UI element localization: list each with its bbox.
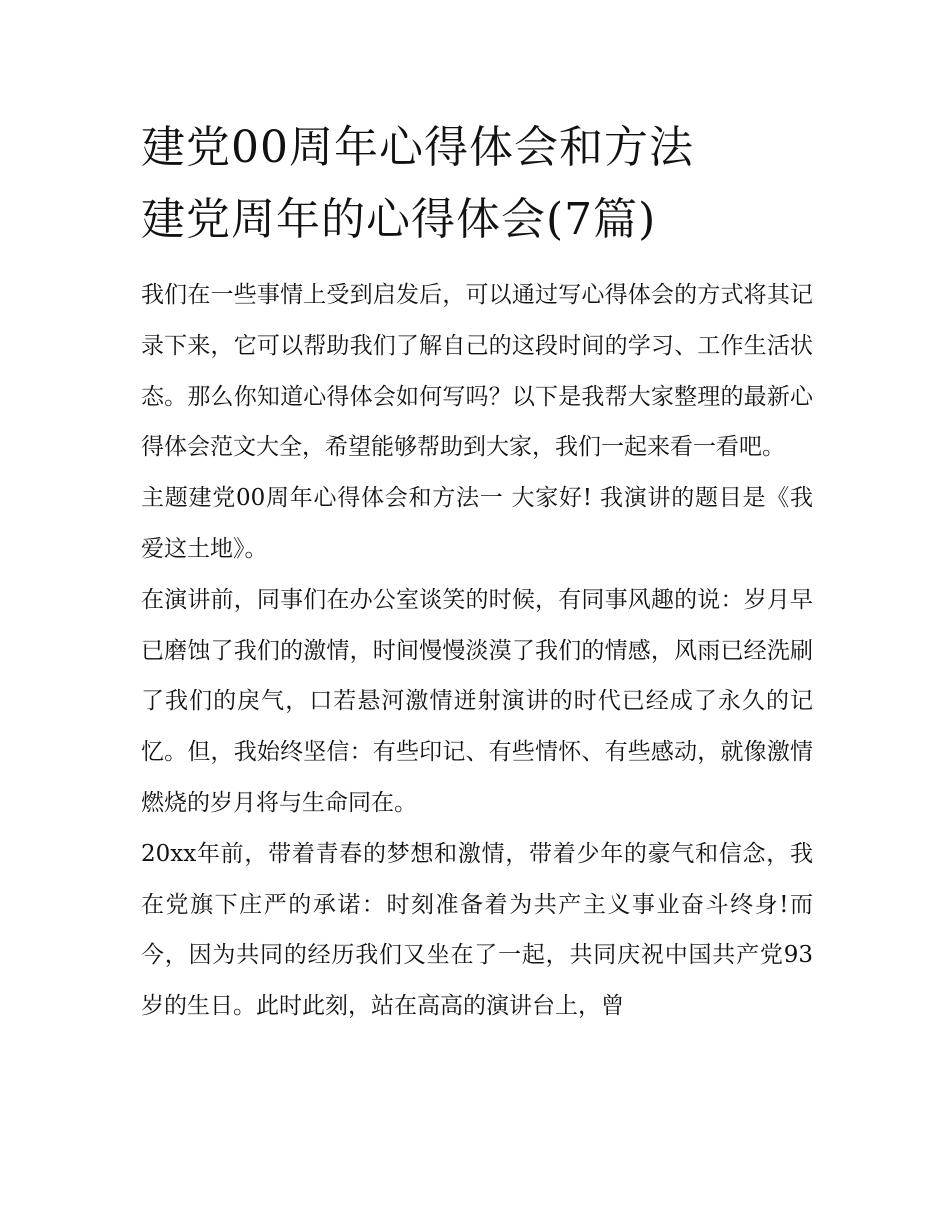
document-page — [141, 112, 813, 1032]
title-line-2: 建党周年的心得体会(7篇) — [141, 194, 657, 245]
paragraph-intro: 我们在一些事情上受到启发后，可以通过写心得体会的方式将其记录下来，它可以帮助我们了解自己的这段时间的学习、工作生活状态。那么你知道心得体会如何写吗？以下是我帮大家整理的最新心得体会范文大全，希望能够帮助到大家，我们一起来看一看吧。 — [141, 282, 813, 461]
paragraph-memory: 在演讲前，同事们在办公室谈笑的时候，有同事风趣的说：岁月早已磨蚀了我们的激情，时间慢慢淡漠了我们的情感，风雨已经洗刷了我们的戾气，口若悬河激情迸射演讲的时代已经成了永久的记忆。但，我始终坚信：有些印记、有些情怀、有些感动，就像激情燃烧的岁月将与生命同在。 — [141, 586, 813, 816]
document-body — [141, 270, 813, 1032]
paragraph-pledge: 20xx年前，带着青春的梦想和激情，带着少年的豪气和信念，我在党旗下庄严的承诺：时刻准备着为共产主义事业奋斗终身!而今，因为共同的经历我们又坐在了一起，共同庆祝中国共产党93岁的生日。此时此刻，站在高高的演讲台上，曾 — [141, 840, 813, 1020]
paragraph-topic: 主题建党00周年心得体会和方法一 大家好! 我演讲的题目是《我爱这土地》。 — [141, 485, 813, 562]
document-title — [141, 112, 813, 256]
title-line-1: 建党00周年心得体会和方法 — [141, 122, 694, 173]
